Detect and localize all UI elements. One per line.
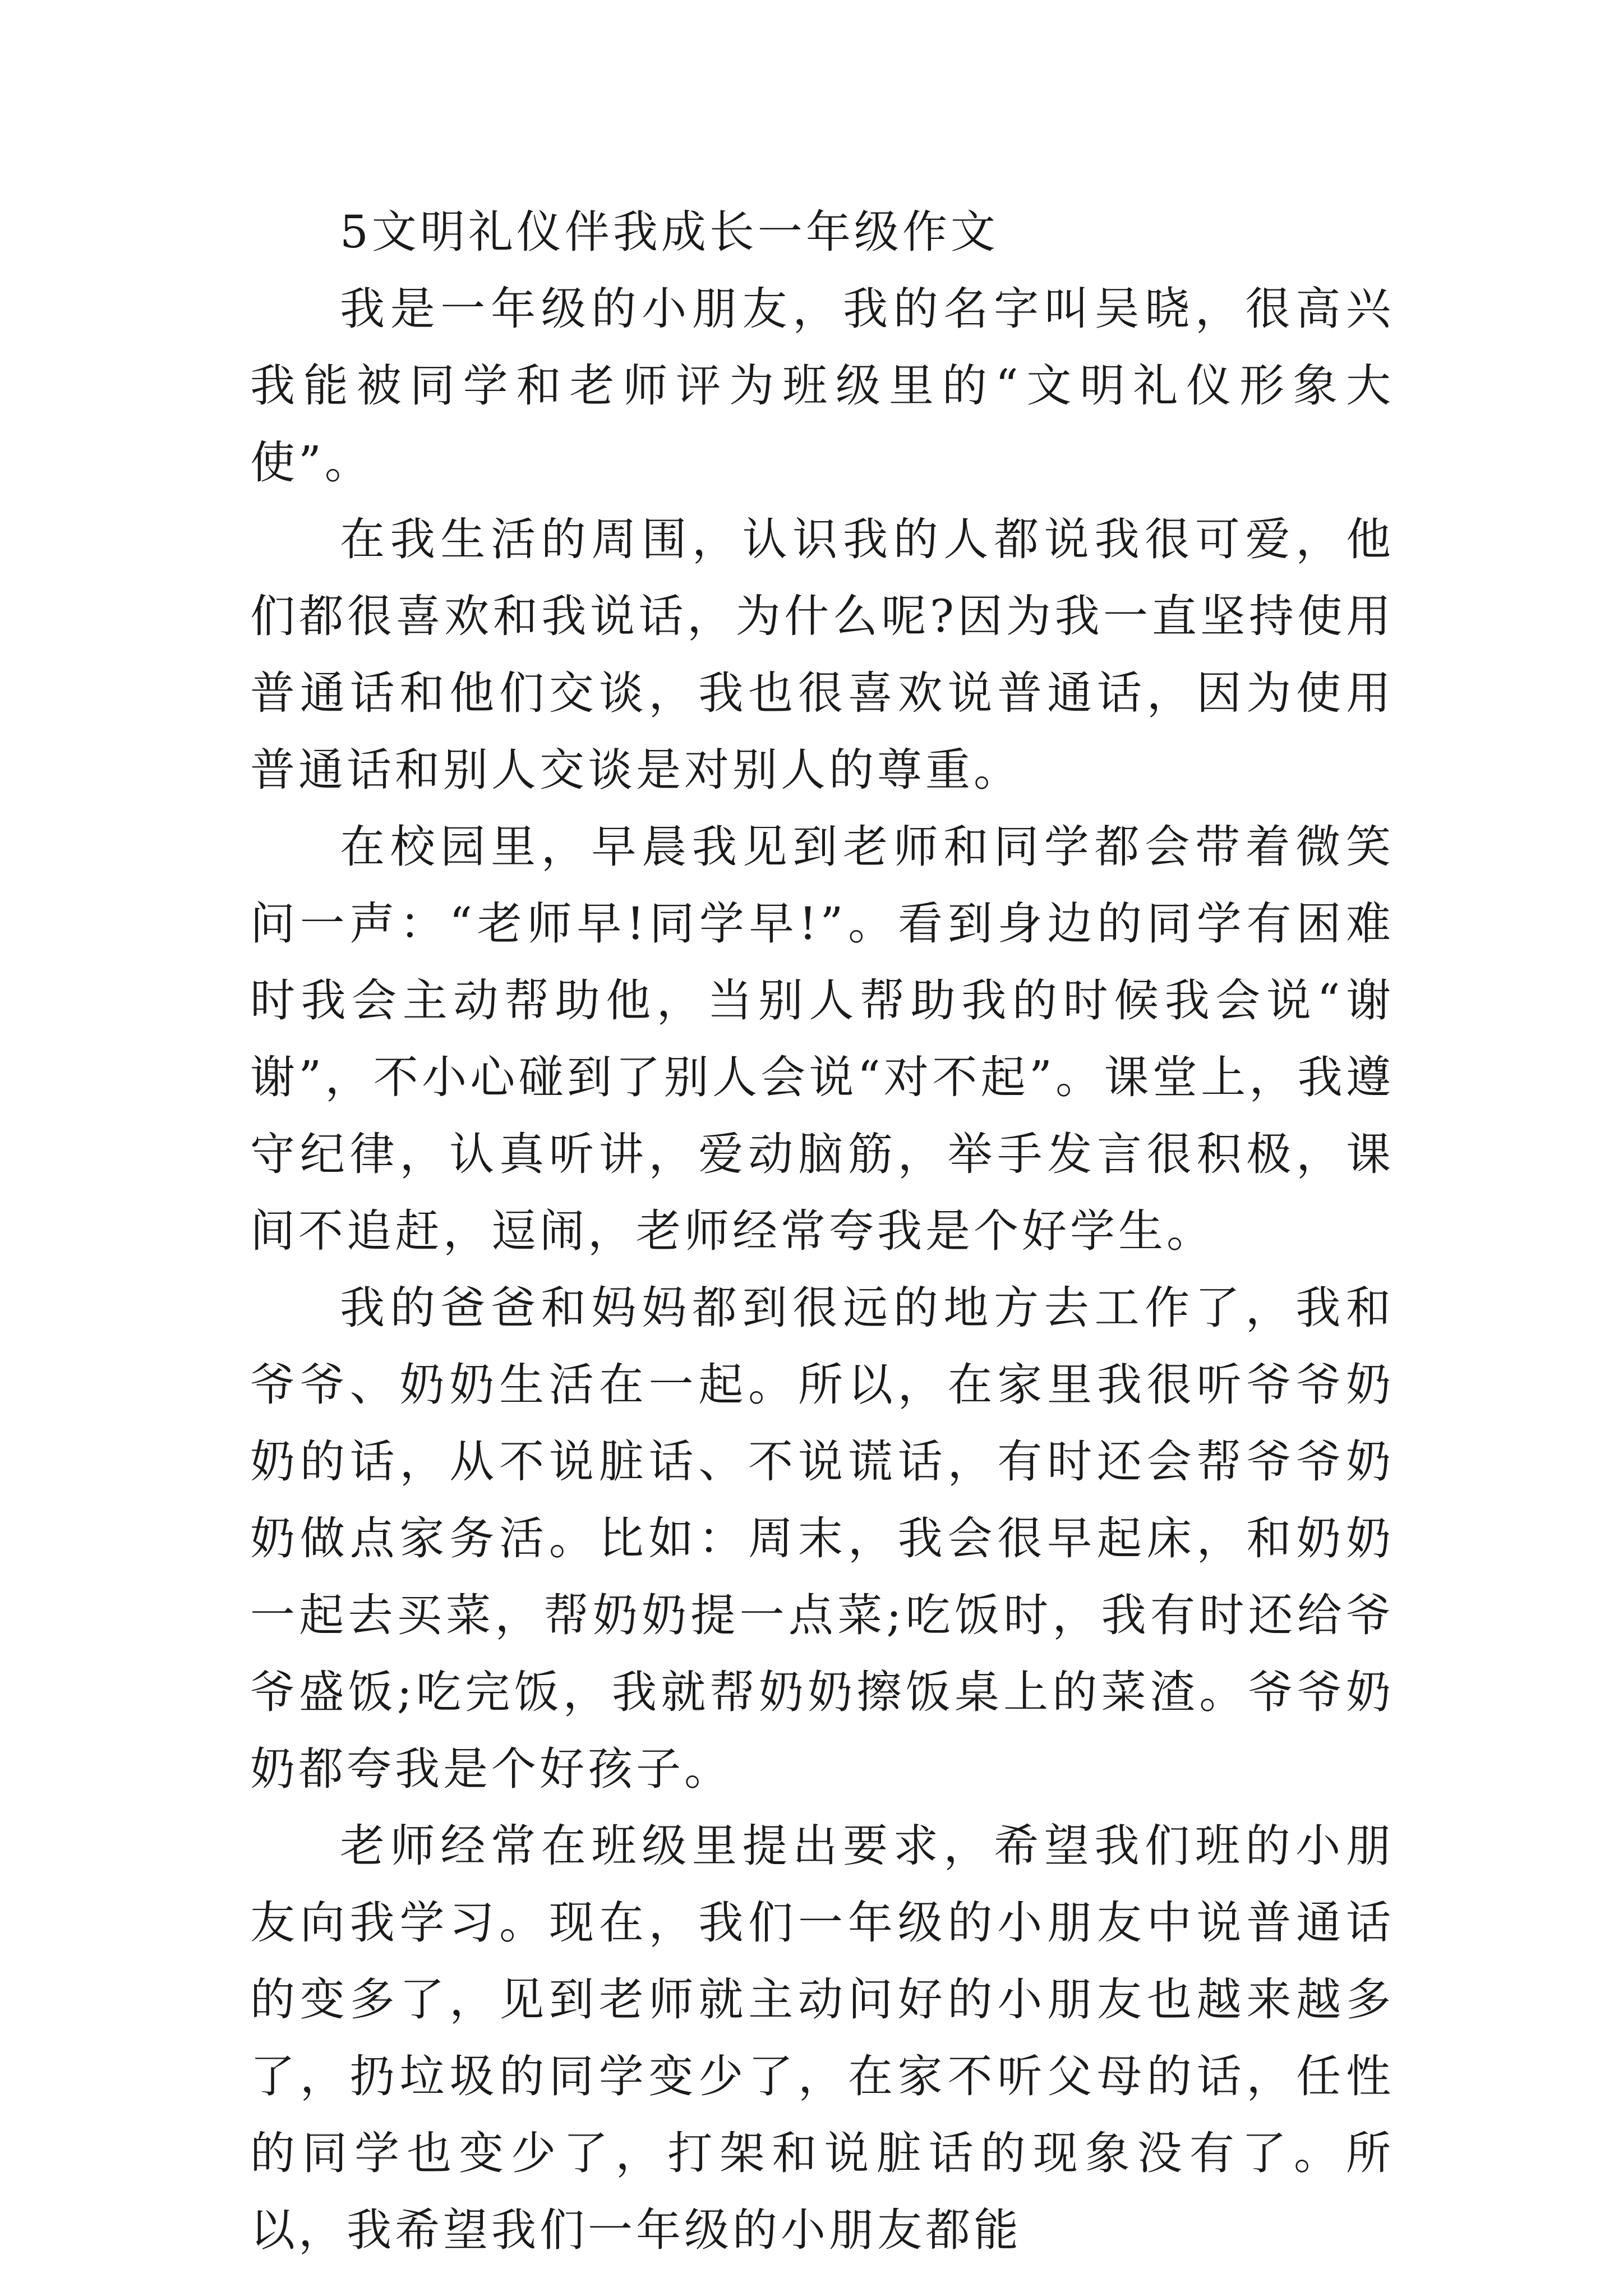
paragraph-school: 在校园里，早晨我见到老师和同学都会带着微笑问一声：“老师早!同学早!”。看到身边的同学有困难时我会主动帮助他，当别人帮助我的时候我会说“谢谢”，不小心碰到了别人会说“对不起”。课堂上，我遵守纪律，认真听讲，爱动脑筋，举手发言很积极，课间不追赶，逗闹，老师经常夸我是个好学生。 [250, 821, 1394, 1257]
paragraph-class: 老师经常在班级里提出要求，希望我们班的小朋友向我学习。现在，我们一年级的小朋友中说普通话的变多了，见到老师就主动问好的小朋友也越来越多了，扔垃圾的同学变少了，在家不听父母的话，任性的同学也变少了，打架和说脏话的现象没有了。所以，我希望我们一年级的小朋友都能 [250, 1820, 1394, 2256]
paragraph-intro: 我是一年级的小朋友，我的名字叫吴晓，很高兴我能被同学和老师评为班级里的“文明礼仪形象大使”。 [250, 283, 1394, 489]
document-body [250, 194, 1394, 2269]
paragraph-home: 我的爸爸和妈妈都到很远的地方去工作了，我和爷爷、奶奶生活在一起。所以，在家里我很听爷爷奶奶的话，从不说脏话、不说谎话，有时还会帮爷爷奶奶做点家务活。比如：周末，我会很早起床，和奶奶一起去买菜，帮奶奶提一点菜;吃饭时，我有时还给爷爷盛饭;吃完饭，我就帮奶奶擦饭桌上的菜渣。爷爷奶奶都夸我是个好孩子。 [250, 1282, 1394, 1795]
document-title: 5文明礼仪伴我成长一年级作文 [340, 206, 999, 258]
paragraph-mandarin: 在我生活的周围，认识我的人都说我很可爱，他们都很喜欢和我说话，为什么呢?因为我一直坚持使用普通话和他们交谈，我也很喜欢说普通话，因为使用普通话和别人交谈是对别人的尊重。 [250, 513, 1394, 796]
